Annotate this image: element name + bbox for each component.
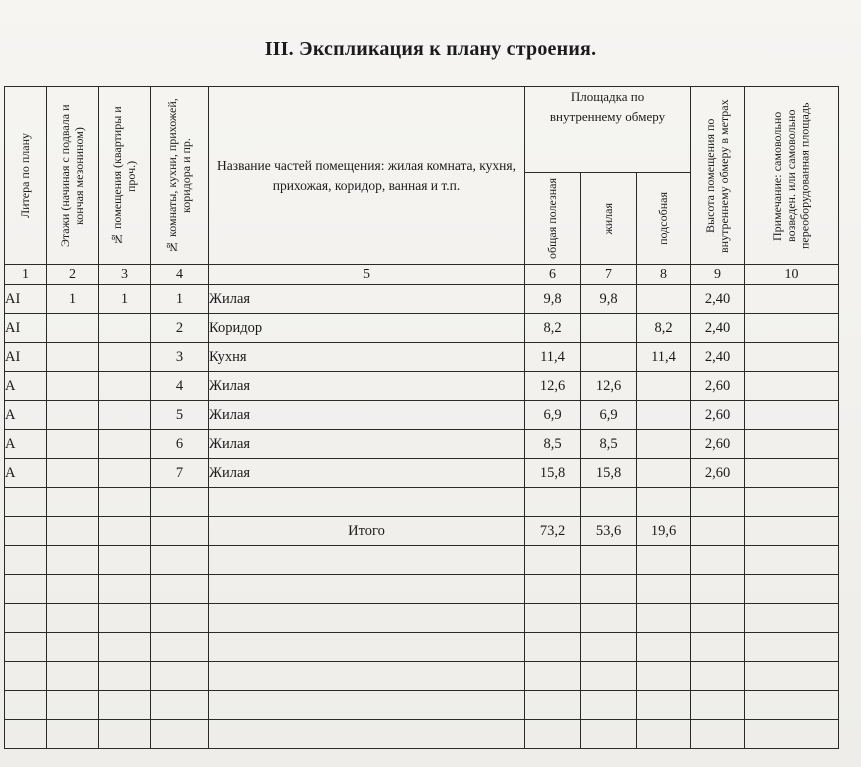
cell-area-living: 12,6 [581,372,637,401]
header-note: Примечание: самовольно возведен. или самовольно переоборудованная площадь [745,87,839,265]
cell-room [99,372,151,401]
column-number: 3 [99,265,151,285]
cell-floor [47,314,99,343]
cell-area-aux: 11,4 [637,343,691,372]
header-part-number: № комнаты, кухни, прихожей, коридора и пр. [151,87,209,265]
header-area-group: Площадка по внутреннему обмеру [525,87,691,173]
header-height: Высота помещения по внутреннему обмеру в метрах [691,87,745,265]
table-row [5,314,839,343]
cell-number: 3 [151,343,209,372]
cell-area-total: 6,9 [525,401,581,430]
cell-area-aux [637,459,691,488]
cell-height: 2,60 [691,401,745,430]
table-row [5,430,839,459]
empty-row [5,488,839,517]
cell-area-total: 9,8 [525,285,581,314]
empty-row [5,691,839,720]
empty-row [5,633,839,662]
total-row [5,517,839,546]
cell-note [745,401,839,430]
cell-area-living: 6,9 [581,401,637,430]
cell-litera: АI [5,343,47,372]
column-number: 6 [525,265,581,285]
header-litera: Литера по плану [5,87,47,265]
cell-note [745,285,839,314]
cell-floor: 1 [47,285,99,314]
cell-height: 2,40 [691,343,745,372]
cell-note [745,314,839,343]
cell-floor [47,401,99,430]
cell-room [99,430,151,459]
table-row [5,401,839,430]
cell-area-aux [637,401,691,430]
header-room-number: № помещения (квартиры и проч.) [99,87,151,265]
cell-area-aux [637,285,691,314]
column-number: 4 [151,265,209,285]
column-number: 7 [581,265,637,285]
cell-name: Жилая [209,401,525,430]
cell-area-total: 15,8 [525,459,581,488]
column-number: 10 [745,265,839,285]
cell-number: 5 [151,401,209,430]
cell-name: Кухня [209,343,525,372]
cell-area-living: 9,8 [581,285,637,314]
cell-name: Жилая [209,285,525,314]
cell-floor [47,372,99,401]
cell-note [745,343,839,372]
cell-room [99,314,151,343]
cell-height: 2,60 [691,372,745,401]
cell-litera: А [5,430,47,459]
cell-number: 6 [151,430,209,459]
column-number: 8 [637,265,691,285]
column-number: 1 [5,265,47,285]
cell-area-aux: 8,2 [637,314,691,343]
cell-area-living [581,343,637,372]
header-floors: Этажи (начиная с подвала и кончая мезонином) [47,87,99,265]
cell-area-aux [637,430,691,459]
explication-table [4,86,839,749]
table-row [5,343,839,372]
table-row [5,372,839,401]
cell-name: Коридор [209,314,525,343]
column-number: 2 [47,265,99,285]
cell-area-total: 12,6 [525,372,581,401]
column-number: 5 [209,265,525,285]
cell-area-total: 11,4 [525,343,581,372]
table-row [5,285,839,314]
cell-area-aux [637,372,691,401]
header-area-total: общая полезная [525,173,581,265]
page-title: III. Экспликация к плану строения. [264,38,597,60]
cell-note [745,430,839,459]
total-area-total: 73,2 [525,517,581,546]
cell-number: 1 [151,285,209,314]
empty-row [5,546,839,575]
cell-number: 7 [151,459,209,488]
cell-note [745,372,839,401]
cell-note [745,459,839,488]
cell-room [99,343,151,372]
cell-area-living: 8,5 [581,430,637,459]
cell-litera: А [5,372,47,401]
header-area-living: жилая [581,173,637,265]
cell-area-living: 15,8 [581,459,637,488]
cell-floor [47,430,99,459]
total-area-aux: 19,6 [637,517,691,546]
empty-row [5,662,839,691]
cell-number: 2 [151,314,209,343]
cell-number: 4 [151,372,209,401]
cell-room [99,401,151,430]
cell-litera: АI [5,314,47,343]
total-label: Итого [209,517,525,546]
cell-litera: А [5,459,47,488]
cell-floor [47,343,99,372]
cell-name: Жилая [209,430,525,459]
total-area-living: 53,6 [581,517,637,546]
column-number-row [5,265,839,285]
cell-height: 2,40 [691,285,745,314]
cell-room [99,459,151,488]
header-area-aux: подсобная [637,173,691,265]
column-number: 9 [691,265,745,285]
table-row [5,459,839,488]
cell-area-total: 8,5 [525,430,581,459]
cell-litera: АI [5,285,47,314]
cell-litera: А [5,401,47,430]
cell-height: 2,60 [691,430,745,459]
cell-floor [47,459,99,488]
cell-area-total: 8,2 [525,314,581,343]
empty-row [5,575,839,604]
empty-row [5,720,839,749]
cell-name: Жилая [209,459,525,488]
empty-row [5,604,839,633]
cell-room: 1 [99,285,151,314]
cell-height: 2,60 [691,459,745,488]
header-part-name: Название частей помещения: жилая комната, кухня, прихожая, коридор, ванная и т.п. [209,87,525,265]
cell-name: Жилая [209,372,525,401]
cell-height: 2,40 [691,314,745,343]
cell-area-living [581,314,637,343]
